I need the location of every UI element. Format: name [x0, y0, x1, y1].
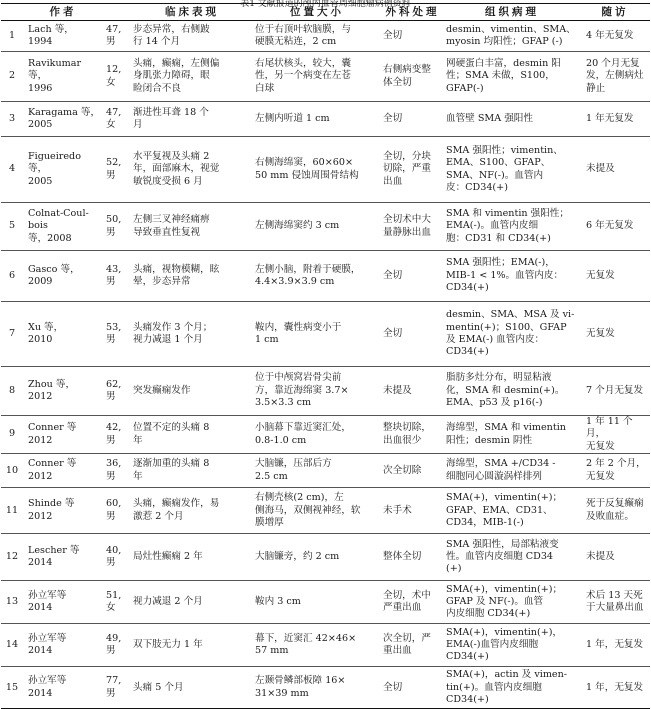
case-surgery: 右侧病变整 体全切 — [381, 52, 444, 102]
case-pathology: 血管壁 SMA 强阳性 — [444, 102, 580, 137]
case-author: Figueiredo 等， 2005 — [23, 137, 103, 203]
table-row — [1, 102, 650, 137]
case-followup: 未提及 — [580, 137, 650, 203]
case-age-sex: 60, 男 — [103, 488, 131, 534]
table-row — [1, 137, 650, 203]
case-clinical: 视力减退 2 个月 — [131, 581, 253, 624]
case-pathology: 网硬蛋白丰富，desmin 阳 性；SMA 未做，S100， GFAP(-) — [444, 52, 580, 102]
case-location: 位于中颅窝岩骨尖前 方，靠近海绵窦 3.7× 3.5×3.3 cm — [253, 367, 381, 416]
case-surgery: 未提及 — [381, 367, 444, 416]
table-row — [1, 367, 650, 416]
case-location: 左侧海绵窦约 3 cm — [253, 203, 381, 251]
case-number: 10 — [1, 454, 23, 488]
header-surgery: 外科处理 — [381, 4, 444, 21]
case-age-sex: 47, 女 — [103, 102, 131, 137]
case-number: 2 — [1, 52, 23, 102]
case-age-sex: 36, 男 — [103, 454, 131, 488]
table-row — [1, 203, 650, 251]
table-row — [1, 534, 650, 581]
case-surgery: 全切 — [381, 21, 444, 52]
case-surgery: 全切 — [381, 102, 444, 137]
case-location: 幕下，近窦汇 42×46× 57 mm — [253, 624, 381, 667]
case-author: Ravikumar 等， 1996 — [23, 52, 103, 102]
case-number: 7 — [1, 302, 23, 367]
case-location: 大脑镰旁，约 2 cm — [253, 534, 381, 581]
case-followup: 无复发 — [580, 251, 650, 302]
case-clinical: 头痛发作 3 个月； 视力减退 1 个月 — [131, 302, 253, 367]
case-location: 右侧壳核(2 cm)，左 侧海马，双侧视神经，软 膜增厚 — [253, 488, 381, 534]
case-author: Xu 等， 2010 — [23, 302, 103, 367]
case-pathology: 海绵型，SMA +/CD34 - 细胞同心圆漩涡样排列 — [444, 454, 580, 488]
table-row — [1, 667, 650, 709]
case-age-sex: 47, 男 — [103, 21, 131, 52]
case-number: 6 — [1, 251, 23, 302]
case-author: Shinde 等 2012 — [23, 488, 103, 534]
case-clinical: 突发癫痫发作 — [131, 367, 253, 416]
case-clinical: 双下肢无力 1 年 — [131, 624, 253, 667]
case-number: 12 — [1, 534, 23, 581]
case-age-sex: 51, 女 — [103, 581, 131, 624]
case-location: 小脑幕下靠近窦汇处， 0.8-1.0 cm — [253, 416, 381, 454]
case-author: 孙立军等 2014 — [23, 667, 103, 709]
case-number: 15 — [1, 667, 23, 709]
case-clinical: 步态异常，右侧跛 行 14 个月 — [131, 21, 253, 52]
table-row — [1, 251, 650, 302]
case-followup: 7 个月无复发 — [580, 367, 650, 416]
header-location: 位置大小 — [253, 4, 381, 21]
table-row — [1, 21, 650, 52]
case-number: 1 — [1, 21, 23, 52]
case-number: 13 — [1, 581, 23, 624]
case-pathology: SMA 和 vimentin 强阳性； EMA(-)。血管内皮细 胞：CD31 和 CD34(+) — [444, 203, 580, 251]
case-author: Conner 等 2012 — [23, 454, 103, 488]
table-row — [1, 416, 650, 454]
case-pathology: desmin、SMA、MSA 及 vi- mentin(+)；S100、GFAP 及 EMA(-) 血管内皮： CD34(+) — [444, 302, 580, 367]
table-header-row — [1, 4, 650, 21]
case-age-sex: 12, 女 — [103, 52, 131, 102]
case-number: 8 — [1, 367, 23, 416]
case-age-sex: 40, 男 — [103, 534, 131, 581]
case-pathology: SMA(+)，actin 及 vimen- tin(+)。血管内皮细胞 CD34(+) — [444, 667, 580, 709]
case-pathology: 脂肪多灶分布，明显粘液 化，SMA 和 desmin(+)。 EMA、p53 及 p16(-) — [444, 367, 580, 416]
case-number: 4 — [1, 137, 23, 203]
case-surgery: 全切 — [381, 667, 444, 709]
case-author: Karagama 等， 2005 — [23, 102, 103, 137]
header-author: 作者 — [23, 4, 103, 21]
case-clinical: 局灶性癫痫 2 年 — [131, 534, 253, 581]
case-author: 孙立军等 2014 — [23, 581, 103, 624]
table-row — [1, 624, 650, 667]
case-number: 9 — [1, 416, 23, 454]
case-age-sex: 43, 男 — [103, 251, 131, 302]
case-location: 左侧内听道 1 cm — [253, 102, 381, 137]
case-age-sex: 50, 男 — [103, 203, 131, 251]
case-table — [1, 3, 650, 709]
case-clinical: 头痛，视物模糊，眩 晕，步态异常 — [131, 251, 253, 302]
case-surgery: 整块切除， 出血很少 — [381, 416, 444, 454]
case-followup: 死于反复癫痫 及败血症。 — [580, 488, 650, 534]
case-age-sex: 52, 男 — [103, 137, 131, 203]
case-clinical: 渐进性耳聋 18 个 月 — [131, 102, 253, 137]
header-no — [1, 4, 23, 21]
case-followup: 20 个月无复 发，左侧病灶 静止 — [580, 52, 650, 102]
case-surgery: 未手术 — [381, 488, 444, 534]
case-pathology: 海绵型，SMA 和 vimentin 阳性；desmin 阴性 — [444, 416, 580, 454]
case-followup: 1 年 11 个月， 无复发 — [580, 416, 650, 454]
case-age-sex: 49, 男 — [103, 624, 131, 667]
case-author: Gasco 等， 2009 — [23, 251, 103, 302]
case-clinical: 头痛，癫痫发作，易 激惹 2 个月 — [131, 488, 253, 534]
case-location: 鞍内 3 cm — [253, 581, 381, 624]
case-number: 5 — [1, 203, 23, 251]
case-author: Zhou 等， 2012 — [23, 367, 103, 416]
case-clinical: 位置不定的头痛 8 年 — [131, 416, 253, 454]
case-followup: 1 年，无复发 — [580, 624, 650, 667]
case-age-sex: 42, 男 — [103, 416, 131, 454]
case-surgery: 整体全切 — [381, 534, 444, 581]
case-author: Colnat-Coul- bois 等，2008 — [23, 203, 103, 251]
case-pathology: SMA 强阳性，局部粘液变 性。血管内皮细胞 CD34 (+) — [444, 534, 580, 581]
case-author: Conner 等 2012 — [23, 416, 103, 454]
case-location: 左颞骨鳞部板障 16× 31×39 mm — [253, 667, 381, 709]
table-row — [1, 581, 650, 624]
table-row — [1, 488, 650, 534]
case-age-sex: 62, 男 — [103, 367, 131, 416]
table-row — [1, 302, 650, 367]
case-followup: 2 年 2 个月， 无复发 — [580, 454, 650, 488]
case-followup: 无复发 — [580, 302, 650, 367]
case-number: 14 — [1, 624, 23, 667]
case-surgery: 全切术中大 量静脉出血 — [381, 203, 444, 251]
table-row — [1, 454, 650, 488]
case-surgery: 全切 — [381, 251, 444, 302]
case-location: 大脑镰，压部后方 2.5 cm — [253, 454, 381, 488]
case-author: Lescher 等 2014 — [23, 534, 103, 581]
case-surgery: 次全切，严 重出血 — [381, 624, 444, 667]
table-row — [1, 52, 650, 102]
case-surgery: 全切，分块 切除，严重 出血 — [381, 137, 444, 203]
case-clinical: 水平复视及头痛 2 年，面部麻木，视觉 敏锐度受损 6 月 — [131, 137, 253, 203]
case-clinical: 头痛，癫痫，左侧偏 身肌张力障碍，眼 睑闭合不良 — [131, 52, 253, 102]
case-clinical: 头痛 5 个月 — [131, 667, 253, 709]
case-location: 左侧小脑，附着于硬膜， 4.4×3.9×3.9 cm — [253, 251, 381, 302]
table-caption: 表1 文献报道的颅内血管周细胞瘤病例资料 — [240, 0, 411, 9]
case-surgery: 全切，术中 严重出血 — [381, 581, 444, 624]
case-location: 位于右顶叶软脑膜，与 硬膜无粘连，2 cm — [253, 21, 381, 52]
case-followup: 6 年无复发 — [580, 203, 650, 251]
case-location: 右侧海绵窦，60×60× 50 mm 侵蚀周围骨结构 — [253, 137, 381, 203]
case-followup: 1 年，无复发 — [580, 667, 650, 709]
case-followup: 1 年无复发 — [580, 102, 650, 137]
case-location: 右尾状核头，较大，囊 性，另一个病变在左苍 白球 — [253, 52, 381, 102]
case-pathology: desmin、vimentin、SMA、 myosin 均阳性；GFAP (-) — [444, 21, 580, 52]
case-author: Lach 等， 1994 — [23, 21, 103, 52]
case-pathology: SMA(+)，vimentin(+)， EMA(-)血管内皮细胞 CD34(+) — [444, 624, 580, 667]
case-number: 11 — [1, 488, 23, 534]
case-followup: 未提及 — [580, 534, 650, 581]
case-surgery: 全切 — [381, 302, 444, 367]
case-pathology: SMA 强阳性；EMA(-)， MIB-1 < 1%。血管内皮： CD34(+) — [444, 251, 580, 302]
case-followup: 4 年无复发 — [580, 21, 650, 52]
case-pathology: SMA(+)，vimentin(+)； GFAP、EMA、CD31、 CD34，MIB-1(-) — [444, 488, 580, 534]
header-pathology: 组织病理 — [444, 4, 580, 21]
case-pathology: SMA 强阳性；vimentin、 EMA、S100、GFAP、 SMA、NF(-)。血管内 皮：CD34(+) — [444, 137, 580, 203]
case-clinical: 左侧三叉神经痛痹 导致垂直性复视 — [131, 203, 253, 251]
case-age-sex: 53, 男 — [103, 302, 131, 367]
header-followup: 随访 — [580, 4, 650, 21]
case-surgery: 次全切除 — [381, 454, 444, 488]
case-clinical: 逐渐加重的头痛 8 年 — [131, 454, 253, 488]
case-followup: 术后 13 天死 于大量鼻出血 — [580, 581, 650, 624]
case-age-sex: 77, 男 — [103, 667, 131, 709]
case-number: 3 — [1, 102, 23, 137]
header-clinical: 临床表现 — [131, 4, 253, 21]
case-location: 鞍内，囊性病变小于 1 cm — [253, 302, 381, 367]
header-age-sex — [103, 4, 131, 21]
case-pathology: SMA(+)，vimentin(+)； GFAP 及 NF(-)。血管 内皮细胞 CD34(+) — [444, 581, 580, 624]
case-author: 孙立军等 2014 — [23, 624, 103, 667]
